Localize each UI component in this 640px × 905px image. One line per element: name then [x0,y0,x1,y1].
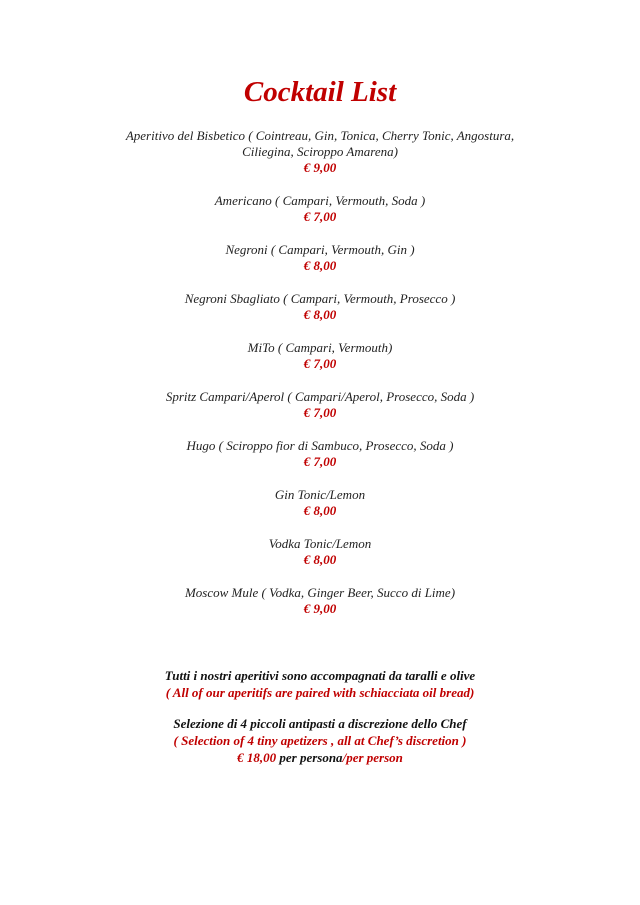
menu-notes [60,667,580,780]
cocktail-item [90,193,550,225]
cocktail-item [90,585,550,617]
aperitifs-note-italian: Tutti i nostri aperitivi sono accompagnati da taralli e olive [164,668,476,683]
cocktail-price: € 8,00 [303,258,337,273]
cocktail-price: € 7,00 [303,454,337,469]
cocktail-name: MiTo ( Campari, Vermouth) [247,340,393,355]
cocktail-item [90,242,550,274]
cocktail-price: € 7,00 [303,405,337,420]
cocktail-item [90,291,550,323]
cocktail-name: Aperitivo del Bisbetico ( Cointreau, Gin, Tonica, Cherry Tonic, Angostura, [125,128,515,143]
cocktail-name: Moscow Mule ( Vodka, Ginger Beer, Succo di Lime) [184,585,456,600]
antipasti-note [60,715,580,766]
aperitifs-note-english: ( All of our aperitifs are paired with schiacciata oil bread) [165,685,475,700]
cocktail-item [90,536,550,568]
cocktail-name: Vodka Tonic/Lemon [268,536,372,551]
cocktail-price: € 7,00 [303,356,337,371]
cocktail-name: Negroni ( Campari, Vermouth, Gin ) [225,242,415,257]
cocktail-item [90,128,550,176]
cocktail-name-continued: Ciliegina, Sciroppo Amarena) [242,144,398,159]
cocktail-item [90,487,550,519]
aperitifs-note [60,667,580,701]
cocktail-name: Negroni Sbagliato ( Campari, Vermouth, Prosecco ) [184,291,456,306]
cocktail-item [90,340,550,372]
antipasti-note-english: ( Selection of 4 tiny apetizers , all at Chef’s discretion ) [173,733,467,748]
cocktail-name: Spritz Campari/Aperol ( Campari/Aperol, Prosecco, Soda ) [165,389,475,404]
cocktail-price: € 8,00 [303,503,337,518]
per-person-english: per person [346,750,403,765]
cocktail-name: Hugo ( Sciroppo fior di Sambuco, Prosecco, Soda ) [186,438,454,453]
per-person-slash: / [342,750,347,765]
cocktail-item [90,438,550,470]
cocktail-price: € 9,00 [303,160,337,175]
cocktail-price: € 8,00 [303,552,337,567]
cocktail-item [90,389,550,421]
cocktail-price: € 9,00 [303,601,337,616]
cocktail-price: € 8,00 [303,307,337,322]
cocktail-price: € 7,00 [303,209,337,224]
antipasti-price-line [60,749,580,766]
cocktail-list [90,128,550,634]
per-person-italian: per persona [276,750,343,765]
cocktail-name: Americano ( Campari, Vermouth, Soda ) [214,193,426,208]
page-title: Cocktail List [243,76,397,108]
antipasti-price: € 18,00 [237,750,277,765]
cocktail-name: Gin Tonic/Lemon [274,487,366,502]
antipasti-note-italian: Selezione di 4 piccoli antipasti a discrezione dello Chef [173,716,467,731]
